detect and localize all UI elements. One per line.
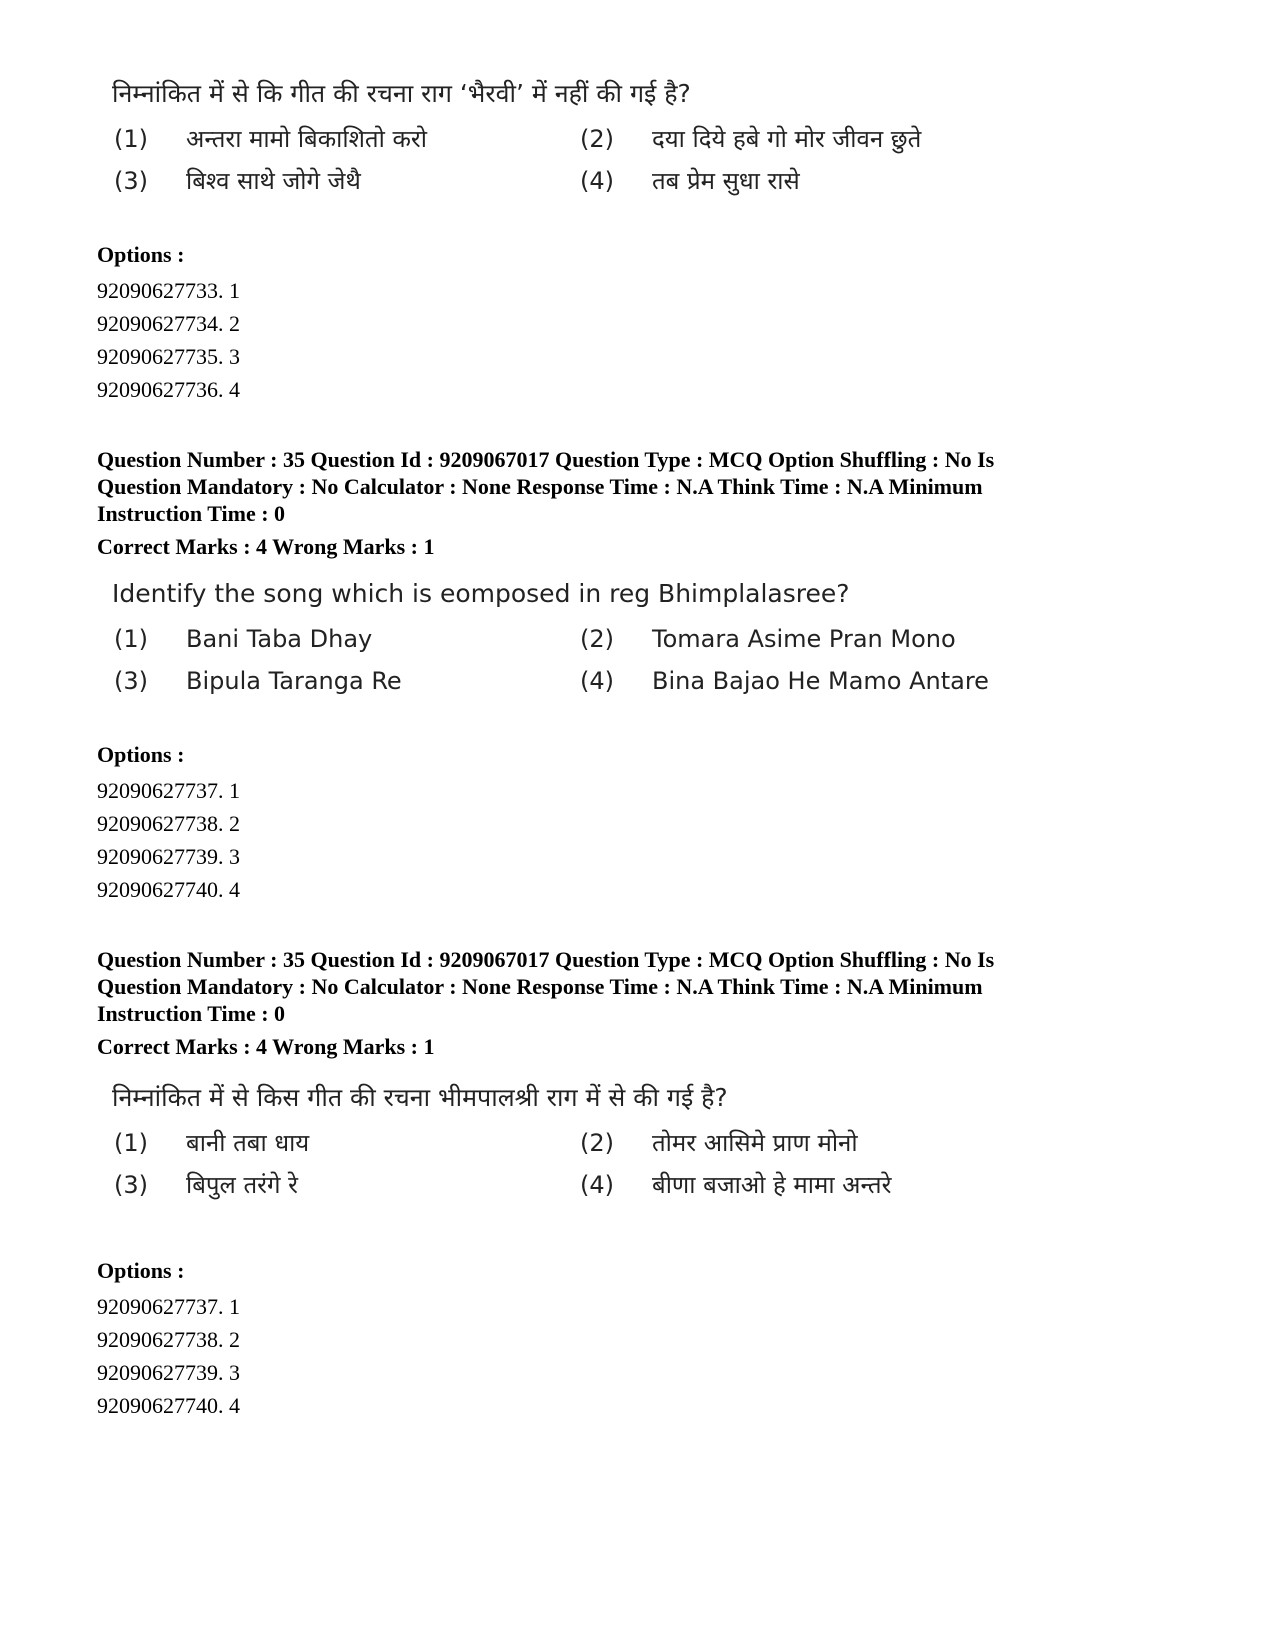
options-list — [97, 1257, 240, 1422]
choice-2: (2) दया दिये हबे गो मोर जीवन छुते — [580, 125, 922, 153]
choice-3: (3) बिपुल तरंगे रे — [114, 1171, 298, 1199]
choice-4: (4) तब प्रेम सुधा रासे — [580, 167, 800, 195]
option-line: 92090627739. 3 — [97, 844, 240, 869]
choice-1: (1) अन्तरा मामो बिकाशितो करो — [114, 125, 427, 153]
options-label: Options : — [97, 242, 185, 267]
meta-line: Instruction Time : 0 — [97, 1001, 286, 1026]
option-line: 92090627739. 3 — [97, 1360, 240, 1385]
meta-line: Question Mandatory : No Calculator : None Response Time : N.A Think Time : N.A Minimum — [97, 474, 983, 499]
question-text: निम्नांकित में से किस गीत की रचना भीमपालश्री राग में से की गई है? — [112, 1083, 728, 1112]
meta-line: Question Number : 35 Question Id : 9209067017 Question Type : MCQ Option Shuffling : No Is — [97, 447, 995, 472]
choice-3: (3) Bipula Taranga Re — [114, 667, 402, 695]
choice-4: (4) बीणा बजाओ हे मामा अन्तरे — [580, 1171, 892, 1199]
option-line: 92090627737. 1 — [97, 778, 240, 803]
option-line: 92090627737. 1 — [97, 1294, 240, 1319]
choice-grid — [112, 124, 1012, 224]
choice-1: (1) Bani Taba Dhay — [114, 625, 373, 653]
question-text: निम्नांकित में से कि गीत की रचना राग ‘भैरवी’ में नहीं की गई है? — [112, 79, 691, 108]
option-line: 92090627736. 4 — [97, 377, 240, 402]
choice-2: (2) तोमर आसिमे प्राण मोनो — [580, 1129, 858, 1157]
option-line: 92090627734. 2 — [97, 311, 240, 336]
choice-grid — [112, 1128, 1012, 1228]
question-text: Identify the song which is eomposed in reg Bhimplalasree? — [112, 579, 850, 608]
question-meta — [97, 946, 1207, 1060]
marks-line: Correct Marks : 4 Wrong Marks : 1 — [97, 1034, 435, 1059]
option-line: 92090627738. 2 — [97, 811, 240, 836]
option-line: 92090627738. 2 — [97, 1327, 240, 1352]
option-line: 92090627740. 4 — [97, 1393, 240, 1418]
options-list — [97, 741, 240, 906]
question-meta — [97, 446, 1207, 560]
meta-line: Question Mandatory : No Calculator : None Response Time : N.A Think Time : N.A Minimum — [97, 974, 983, 999]
meta-line: Question Number : 35 Question Id : 9209067017 Question Type : MCQ Option Shuffling : No Is — [97, 947, 995, 972]
options-list — [97, 241, 240, 406]
question-image-english — [112, 578, 1012, 724]
choice-2: (2) Tomara Asime Pran Mono — [580, 625, 956, 653]
options-label: Options : — [97, 742, 185, 767]
marks-line: Correct Marks : 4 Wrong Marks : 1 — [97, 534, 435, 559]
question-image-hindi-bhairavi — [112, 78, 1012, 224]
choice-3: (3) बिश्व साथे जोगे जेथै — [114, 167, 361, 195]
options-label: Options : — [97, 1258, 185, 1283]
question-image-hindi-bhimpalashree — [112, 1082, 1012, 1228]
option-line: 92090627735. 3 — [97, 344, 240, 369]
option-line: 92090627733. 1 — [97, 278, 240, 303]
meta-line: Instruction Time : 0 — [97, 501, 286, 526]
choice-grid — [112, 624, 1012, 724]
option-line: 92090627740. 4 — [97, 877, 240, 902]
choice-4: (4) Bina Bajao He Mamo Antare — [580, 667, 989, 695]
choice-1: (1) बानी तबा धाय — [114, 1129, 310, 1157]
